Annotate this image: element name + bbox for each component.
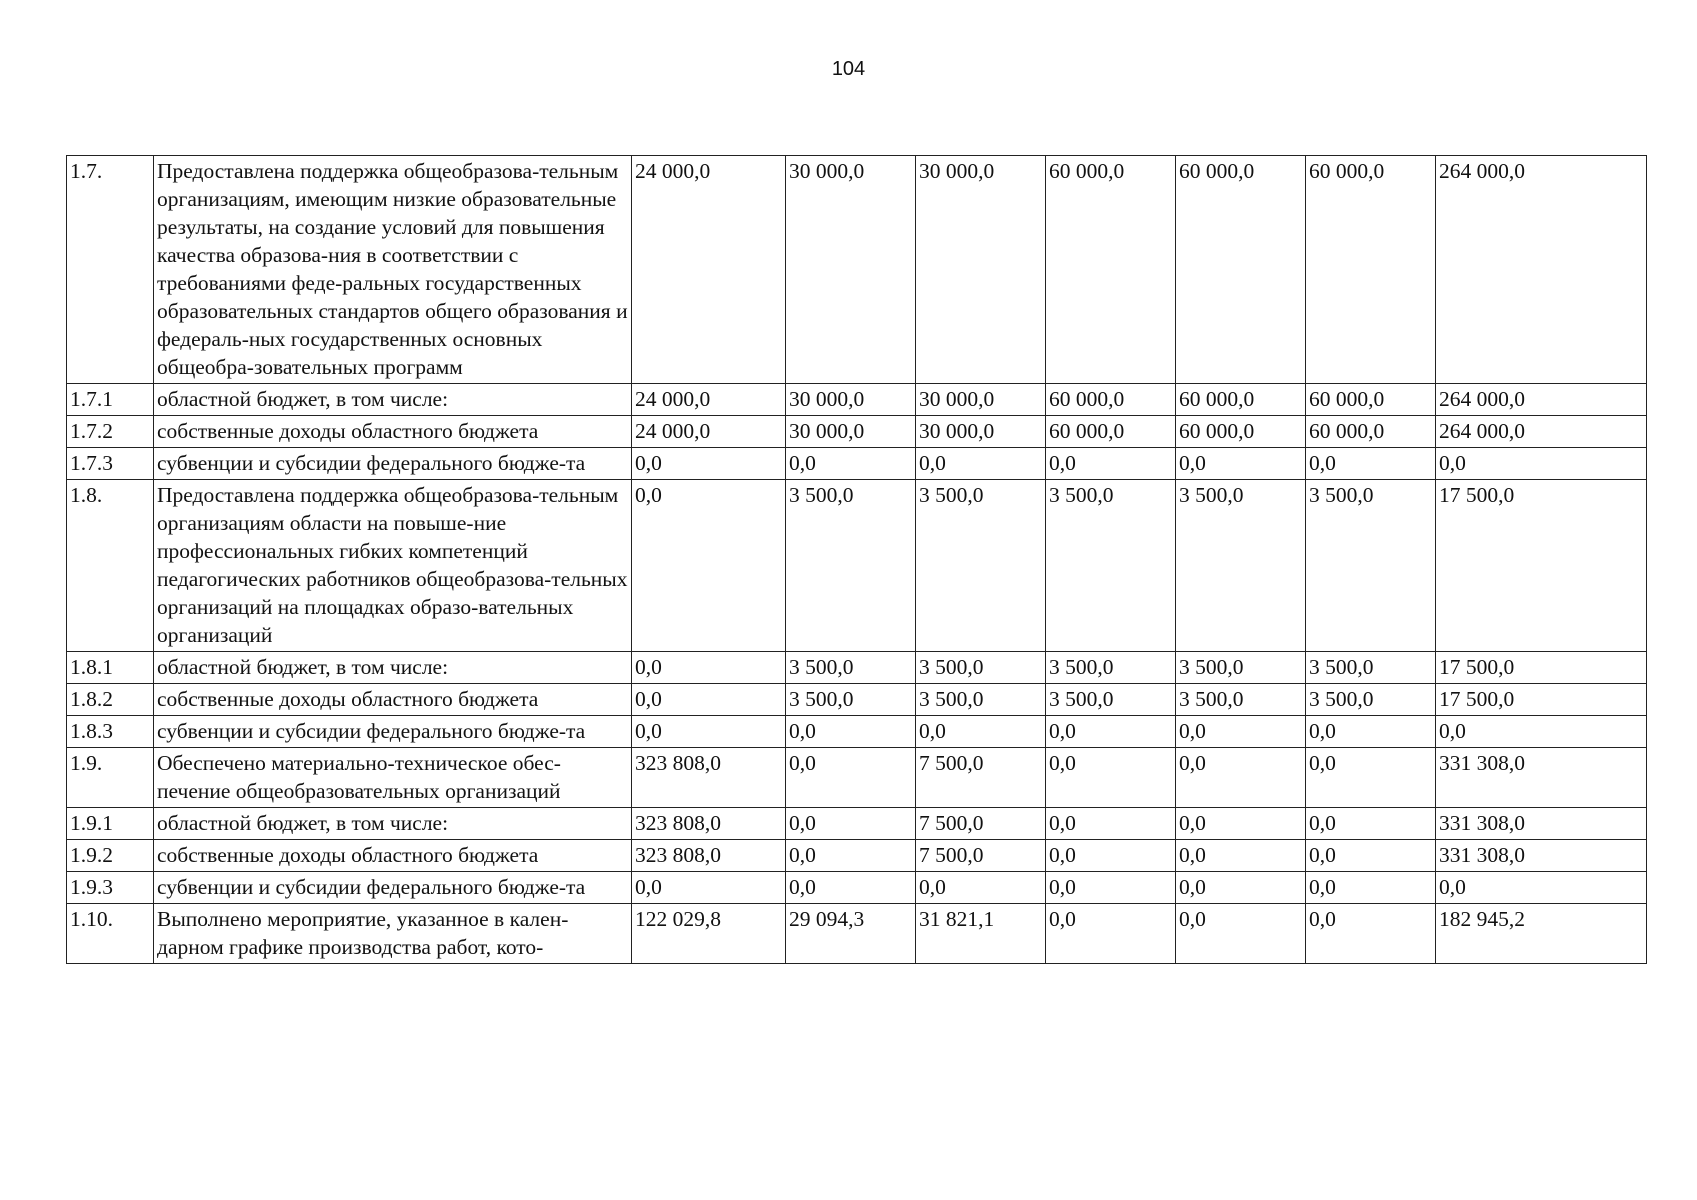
row-value-cell: 30 000,0 [916, 416, 1046, 448]
row-value-cell: 60 000,0 [1046, 384, 1176, 416]
row-value-cell: 3 500,0 [916, 684, 1046, 716]
row-total-cell: 0,0 [1436, 716, 1647, 748]
row-value-cell: 7 500,0 [916, 748, 1046, 808]
row-value-cell: 0,0 [632, 480, 786, 652]
row-description-cell: субвенции и субсидии федерального бюдже-та [154, 872, 632, 904]
row-code-cell: 1.9.2 [67, 840, 154, 872]
table-row [67, 480, 1647, 652]
row-total-cell: 264 000,0 [1436, 384, 1647, 416]
row-value-cell: 60 000,0 [1176, 156, 1306, 384]
row-value-cell: 3 500,0 [1306, 684, 1436, 716]
row-total-cell: 17 500,0 [1436, 684, 1647, 716]
row-value-cell: 0,0 [1046, 748, 1176, 808]
row-value-cell: 0,0 [916, 872, 1046, 904]
row-value-cell: 3 500,0 [1046, 480, 1176, 652]
row-code-cell: 1.9. [67, 748, 154, 808]
row-description-cell: собственные доходы областного бюджета [154, 840, 632, 872]
row-value-cell: 7 500,0 [916, 808, 1046, 840]
row-value-cell: 0,0 [1306, 840, 1436, 872]
row-value-cell: 0,0 [1176, 748, 1306, 808]
table-row [67, 840, 1647, 872]
row-total-cell: 331 308,0 [1436, 748, 1647, 808]
table-row [67, 448, 1647, 480]
table-row [67, 684, 1647, 716]
row-value-cell: 3 500,0 [1176, 684, 1306, 716]
row-value-cell: 30 000,0 [916, 156, 1046, 384]
row-value-cell: 60 000,0 [1046, 416, 1176, 448]
row-value-cell: 0,0 [786, 808, 916, 840]
row-value-cell: 60 000,0 [1046, 156, 1176, 384]
row-value-cell: 0,0 [1306, 448, 1436, 480]
row-value-cell: 30 000,0 [786, 384, 916, 416]
row-value-cell: 60 000,0 [1306, 384, 1436, 416]
row-value-cell: 60 000,0 [1176, 416, 1306, 448]
row-description-cell: Предоставлена поддержка общеобразова-тельным организациям области на повыше-ние профессиональных гибких компетенций педагогических работников общеобразова-тельных организаций на площадках образо-вательных организаций [154, 480, 632, 652]
row-value-cell: 0,0 [786, 748, 916, 808]
row-value-cell: 0,0 [1306, 716, 1436, 748]
row-value-cell: 0,0 [1306, 872, 1436, 904]
budget-table [66, 155, 1647, 964]
row-value-cell: 0,0 [916, 448, 1046, 480]
table-row [67, 416, 1647, 448]
row-value-cell: 0,0 [786, 448, 916, 480]
row-value-cell: 323 808,0 [632, 840, 786, 872]
row-value-cell: 0,0 [632, 872, 786, 904]
row-value-cell: 3 500,0 [1176, 652, 1306, 684]
row-code-cell: 1.7. [67, 156, 154, 384]
row-description-cell: субвенции и субсидии федерального бюдже-та [154, 448, 632, 480]
row-value-cell: 7 500,0 [916, 840, 1046, 872]
row-value-cell: 0,0 [1306, 808, 1436, 840]
row-code-cell: 1.8.3 [67, 716, 154, 748]
row-value-cell: 3 500,0 [786, 480, 916, 652]
row-description-cell: собственные доходы областного бюджета [154, 416, 632, 448]
row-value-cell: 122 029,8 [632, 904, 786, 964]
row-value-cell: 0,0 [1046, 840, 1176, 872]
row-total-cell: 182 945,2 [1436, 904, 1647, 964]
row-value-cell: 3 500,0 [916, 652, 1046, 684]
row-total-cell: 17 500,0 [1436, 480, 1647, 652]
row-description-cell: областной бюджет, в том числе: [154, 384, 632, 416]
row-value-cell: 0,0 [1306, 904, 1436, 964]
row-value-cell: 0,0 [632, 716, 786, 748]
row-code-cell: 1.8. [67, 480, 154, 652]
row-value-cell: 0,0 [786, 872, 916, 904]
row-code-cell: 1.7.2 [67, 416, 154, 448]
table-row [67, 904, 1647, 964]
row-value-cell: 3 500,0 [1306, 480, 1436, 652]
row-value-cell: 29 094,3 [786, 904, 916, 964]
row-description-cell: собственные доходы областного бюджета [154, 684, 632, 716]
row-value-cell: 0,0 [632, 448, 786, 480]
row-code-cell: 1.10. [67, 904, 154, 964]
row-value-cell: 60 000,0 [1306, 156, 1436, 384]
row-value-cell: 0,0 [1046, 904, 1176, 964]
row-value-cell: 3 500,0 [786, 684, 916, 716]
row-code-cell: 1.9.1 [67, 808, 154, 840]
row-value-cell: 30 000,0 [786, 156, 916, 384]
table-row [67, 384, 1647, 416]
table-row [67, 808, 1647, 840]
row-total-cell: 264 000,0 [1436, 156, 1647, 384]
row-value-cell: 0,0 [786, 716, 916, 748]
table-row [67, 716, 1647, 748]
row-value-cell: 323 808,0 [632, 748, 786, 808]
row-value-cell: 3 500,0 [1176, 480, 1306, 652]
row-value-cell: 0,0 [632, 652, 786, 684]
table-row [67, 872, 1647, 904]
row-value-cell: 3 500,0 [786, 652, 916, 684]
row-description-cell: субвенции и субсидии федерального бюдже-та [154, 716, 632, 748]
table-row [67, 652, 1647, 684]
row-value-cell: 0,0 [1176, 904, 1306, 964]
row-value-cell: 0,0 [1046, 872, 1176, 904]
row-value-cell: 60 000,0 [1306, 416, 1436, 448]
row-value-cell: 0,0 [1176, 872, 1306, 904]
row-description-cell: Предоставлена поддержка общеобразова-тельным организациям, имеющим низкие образовательные результаты, на создание условий для повышения качества образова-ния в соответствии с требованиями феде-ральных государственных образовательных стандартов общего образования и федераль-ных государственных основных общеобра-зовательных программ [154, 156, 632, 384]
row-value-cell: 31 821,1 [916, 904, 1046, 964]
row-value-cell: 0,0 [632, 684, 786, 716]
row-description-cell: Выполнено мероприятие, указанное в кален-дарном графике производства работ, кото- [154, 904, 632, 964]
row-value-cell: 0,0 [1176, 808, 1306, 840]
table-row [67, 156, 1647, 384]
row-description-cell: областной бюджет, в том числе: [154, 808, 632, 840]
row-value-cell: 3 500,0 [916, 480, 1046, 652]
row-value-cell: 3 500,0 [1046, 684, 1176, 716]
row-value-cell: 0,0 [916, 716, 1046, 748]
row-value-cell: 3 500,0 [1306, 652, 1436, 684]
row-value-cell: 3 500,0 [1046, 652, 1176, 684]
row-total-cell: 264 000,0 [1436, 416, 1647, 448]
row-value-cell: 0,0 [786, 840, 916, 872]
row-code-cell: 1.9.3 [67, 872, 154, 904]
row-code-cell: 1.7.1 [67, 384, 154, 416]
row-code-cell: 1.8.1 [67, 652, 154, 684]
row-code-cell: 1.7.3 [67, 448, 154, 480]
table-row [67, 748, 1647, 808]
row-value-cell: 30 000,0 [786, 416, 916, 448]
row-value-cell: 24 000,0 [632, 156, 786, 384]
row-value-cell: 24 000,0 [632, 384, 786, 416]
row-total-cell: 17 500,0 [1436, 652, 1647, 684]
row-value-cell: 0,0 [1046, 716, 1176, 748]
row-value-cell: 0,0 [1306, 748, 1436, 808]
row-total-cell: 0,0 [1436, 448, 1647, 480]
row-value-cell: 30 000,0 [916, 384, 1046, 416]
row-total-cell: 0,0 [1436, 872, 1647, 904]
row-value-cell: 0,0 [1176, 448, 1306, 480]
row-value-cell: 0,0 [1176, 716, 1306, 748]
row-code-cell: 1.8.2 [67, 684, 154, 716]
row-value-cell: 24 000,0 [632, 416, 786, 448]
budget-table-body [67, 156, 1647, 964]
row-value-cell: 0,0 [1176, 840, 1306, 872]
row-total-cell: 331 308,0 [1436, 808, 1647, 840]
row-value-cell: 0,0 [1046, 448, 1176, 480]
row-description-cell: Обеспечено материально-техническое обес-печение общеобразовательных организаций [154, 748, 632, 808]
page-number: 104 [831, 58, 866, 80]
row-value-cell: 60 000,0 [1176, 384, 1306, 416]
row-value-cell: 323 808,0 [632, 808, 786, 840]
row-description-cell: областной бюджет, в том числе: [154, 652, 632, 684]
row-value-cell: 0,0 [1046, 808, 1176, 840]
row-total-cell: 331 308,0 [1436, 840, 1647, 872]
